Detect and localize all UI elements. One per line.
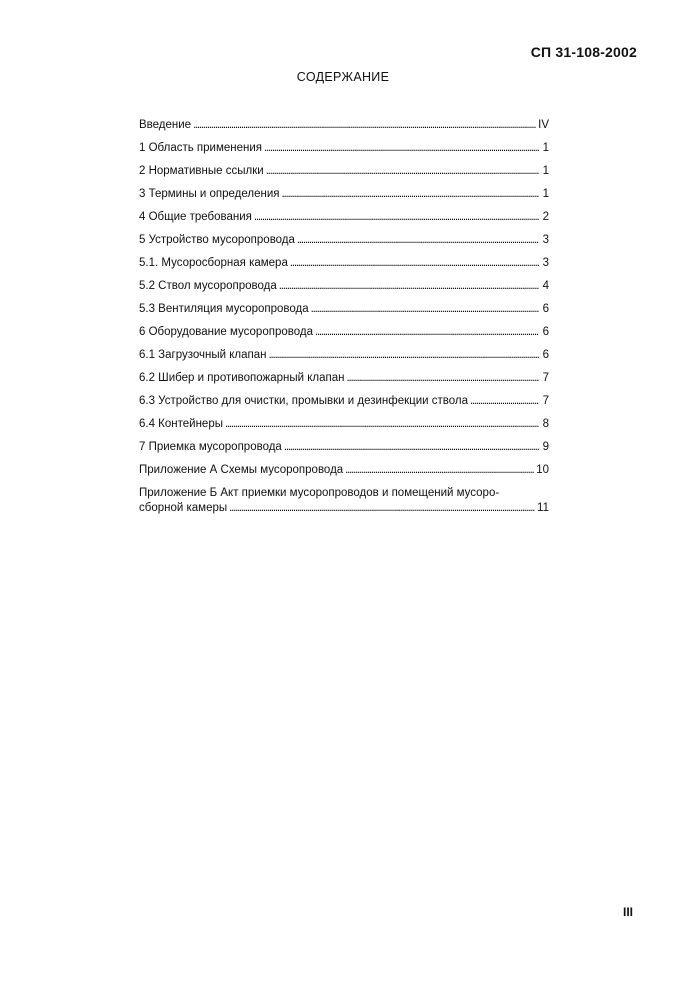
toc-entry[interactable] [139,206,549,229]
document-code: СП 31-108-2002 [530,44,637,60]
toc-leader-dots [345,459,534,482]
toc-entry-label: 5.2 Ствол мусоропровода [139,280,277,292]
toc-entry[interactable] [139,390,549,413]
toc-entry-label-continuation: сборной камеры [139,502,228,514]
toc-entry[interactable] [139,413,549,436]
table-of-contents [139,114,549,516]
toc-entry-label: Приложение А Схемы мусоропровода [139,464,344,476]
toc-entry-page: 1 [542,188,549,200]
toc-entry[interactable] [139,114,549,137]
toc-leader-dots [470,390,539,413]
toc-entry-page: 4 [542,280,549,292]
toc-entry-label: 6 Оборудование мусоропровода [139,326,313,338]
toc-entry-page: 7 [542,372,549,384]
toc-leader-dots [297,229,539,252]
toc-entry-label: 6.1 Загрузочный клапан [139,349,267,361]
toc-entry-label: 7 Приемка мусоропровода [139,441,282,453]
toc-leader-dots [315,321,539,344]
toc-leader-dots [282,183,539,206]
toc-entry-page: 3 [542,257,549,269]
toc-entry[interactable] [139,298,549,321]
toc-leader-dots [266,160,539,183]
toc-entry[interactable] [139,160,549,183]
toc-entry-label: Приложение Б Акт приемки мусоропроводов и помещений мусоро- [139,487,500,499]
toc-entry-page: 8 [542,418,549,430]
toc-leader-dots [264,137,539,160]
toc-entry[interactable] [139,459,549,482]
toc-entry-label: 1 Область применения [139,142,263,154]
toc-entry[interactable] [139,275,549,298]
toc-entry-page: 1 [542,142,549,154]
toc-leader-dots [269,344,540,367]
toc-entry-continuation [139,501,549,516]
toc-entry-label: 6.4 Контейнеры [139,418,223,430]
toc-leader-dots [347,367,540,390]
toc-entry-label: Введение [139,119,192,131]
toc-leader-dots [284,436,539,459]
toc-entry[interactable] [139,436,549,459]
toc-entry-page: IV [538,119,549,131]
toc-leader-dots [279,275,539,298]
toc-entry-label: 5 Устройство мусоропровода [139,234,295,246]
toc-entry-label: 5.3 Вентиляция мусоропровода [139,303,309,315]
toc-entry-label: 2 Нормативные ссылки [139,165,264,177]
toc-leader-dots [254,206,539,229]
toc-entry[interactable] [139,321,549,344]
toc-entry-page: 1 [542,165,549,177]
toc-entry[interactable] [139,252,549,275]
toc-entry-page: 6 [542,349,549,361]
toc-entry-page: 11 [537,502,549,514]
toc-entry[interactable] [139,137,549,160]
toc-leader-dots [229,501,535,516]
toc-entry-page: 6 [542,326,549,338]
page-number: III [622,905,633,919]
toc-entry-label: 6.2 Шибер и противопожарный клапан [139,372,345,384]
toc-title: СОДЕРЖАНИЕ [296,70,390,84]
toc-entry[interactable] [139,183,549,206]
toc-entry[interactable] [139,229,549,252]
toc-entry[interactable] [139,367,549,390]
toc-entry[interactable] [139,482,549,516]
toc-entry-page: 10 [536,464,549,476]
toc-leader-dots [311,298,539,321]
toc-entry-page: 2 [542,211,549,223]
toc-entry-page: 9 [542,441,549,453]
toc-leader-dots [193,114,536,137]
toc-entry-page: 7 [542,395,549,407]
toc-entry-label: 6.3 Устройство для очистки, промывки и дезинфекции ствола [139,395,469,407]
toc-leader-dots [225,413,539,436]
toc-entry[interactable] [139,344,549,367]
toc-entry-page: 3 [542,234,549,246]
toc-entry-label: 4 Общие требования [139,211,252,223]
toc-leader-dots [290,252,539,275]
toc-entry-page: 6 [542,303,549,315]
toc-entry-label: 5.1. Мусоросборная камера [139,257,288,269]
toc-entry-label: 3 Термины и определения [139,188,280,200]
